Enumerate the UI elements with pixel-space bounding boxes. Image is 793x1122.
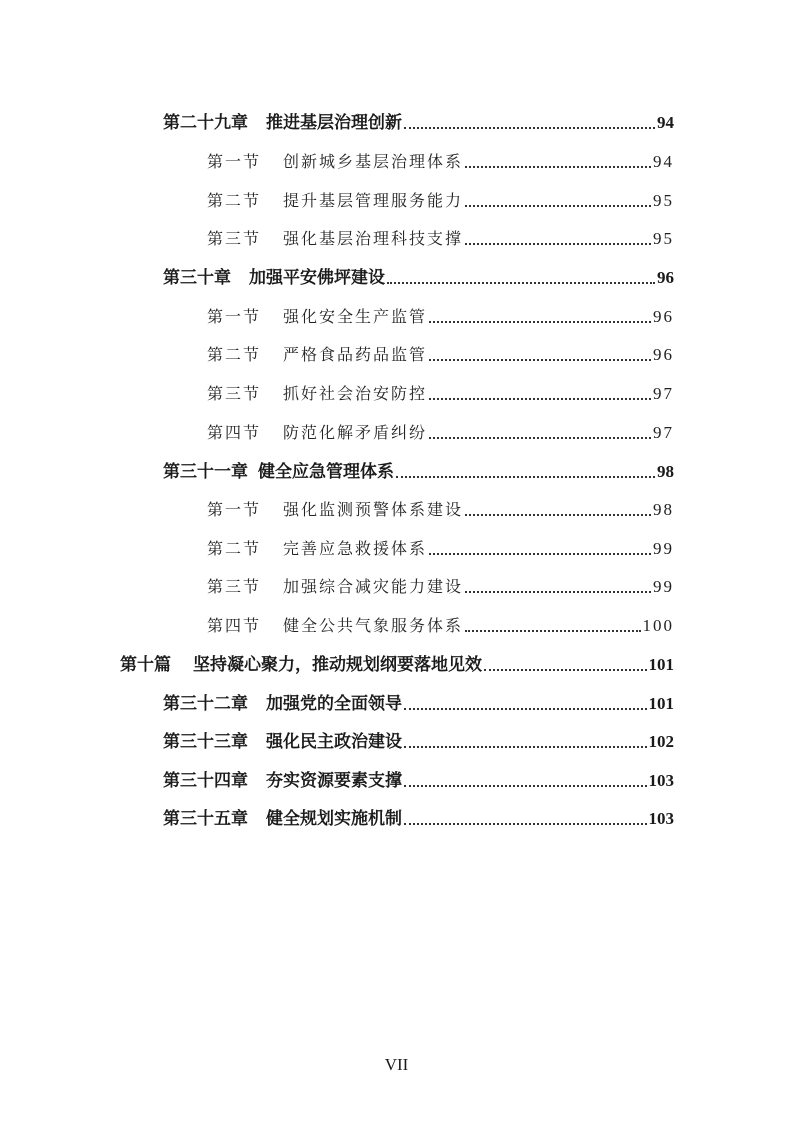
toc-entry-chapter-35[interactable] xyxy=(163,802,674,830)
entry-page-number: 102 xyxy=(648,732,674,751)
dot-leader xyxy=(465,242,651,245)
toc-entry-section[interactable] xyxy=(207,184,674,212)
entry-page-number: 94 xyxy=(653,152,674,171)
dot-leader xyxy=(465,590,651,593)
dot-leader xyxy=(404,126,655,129)
entry-page-number: 97 xyxy=(653,384,674,403)
dot-leader xyxy=(465,629,640,632)
entry-title: 创新城乡基层治理体系 xyxy=(283,152,464,171)
entry-number: 第三节 xyxy=(207,229,262,248)
toc-entry-section[interactable] xyxy=(207,493,674,521)
entry-number: 第十篇 xyxy=(120,655,171,675)
entry-page-number: 103 xyxy=(648,809,674,828)
entry-number: 第一节 xyxy=(207,500,262,519)
entry-page-number: 101 xyxy=(648,694,674,713)
dot-leader xyxy=(429,397,651,400)
toc-entry-section[interactable] xyxy=(207,222,674,250)
entry-number: 第三节 xyxy=(207,577,262,596)
entry-title: 健全规划实施机制 xyxy=(266,809,402,829)
dot-leader xyxy=(429,358,651,361)
toc-entry-part-10[interactable] xyxy=(120,648,674,676)
entry-number: 第三十二章 xyxy=(163,694,248,714)
entry-title: 推进基层治理创新 xyxy=(266,113,402,133)
entry-title: 强化基层治理科技支撑 xyxy=(283,229,464,248)
toc-entry-chapter-29[interactable] xyxy=(163,106,674,134)
entry-title: 加强综合减灾能力建设 xyxy=(283,577,464,596)
dot-leader xyxy=(484,668,647,671)
entry-title: 坚持凝心聚力，推动规划纲要落地见效 xyxy=(193,655,482,675)
entry-page-number: 100 xyxy=(642,616,674,635)
entry-page-number: 99 xyxy=(653,577,674,596)
entry-page-number: 95 xyxy=(653,191,674,210)
dot-leader xyxy=(429,320,651,323)
dot-leader xyxy=(429,436,651,439)
footer-page-number: VII xyxy=(384,1055,409,1074)
entry-title: 健全应急管理体系 xyxy=(258,462,394,482)
entry-title: 夯实资源要素支撑 xyxy=(266,771,402,791)
entry-page-number: 98 xyxy=(657,462,674,481)
toc-entry-section[interactable] xyxy=(207,300,674,328)
toc-entry-chapter-32[interactable] xyxy=(163,687,674,715)
entry-title: 严格食品药品监管 xyxy=(283,345,428,364)
dot-leader xyxy=(465,204,651,207)
entry-page-number: 98 xyxy=(653,500,674,519)
entry-page-number: 97 xyxy=(653,423,674,442)
entry-title: 抓好社会治安防控 xyxy=(283,384,428,403)
dot-leader xyxy=(396,475,655,478)
entry-title: 健全公共气象服务体系 xyxy=(283,616,464,635)
dot-leader xyxy=(465,513,651,516)
entry-page-number: 99 xyxy=(653,539,674,558)
entry-page-number: 101 xyxy=(648,655,674,674)
entry-number: 第一节 xyxy=(207,152,262,171)
toc-entry-section[interactable] xyxy=(207,609,674,637)
entry-title: 强化安全生产监管 xyxy=(283,307,428,326)
entry-title: 防范化解矛盾纠纷 xyxy=(283,423,428,442)
entry-number: 第四节 xyxy=(207,616,262,635)
toc-entry-section[interactable] xyxy=(207,416,674,444)
dot-leader xyxy=(404,745,647,748)
entry-number: 第三十章 xyxy=(163,268,231,288)
toc-entry-chapter-33[interactable] xyxy=(163,725,674,753)
dot-leader xyxy=(404,784,647,787)
entry-page-number: 96 xyxy=(653,345,674,364)
entry-page-number: 96 xyxy=(657,268,674,287)
entry-number: 第三节 xyxy=(207,384,262,403)
entry-title: 加强平安佛坪建设 xyxy=(249,268,385,288)
entry-number: 第三十一章 xyxy=(163,462,248,482)
dot-leader xyxy=(429,552,651,555)
entry-number: 第二节 xyxy=(207,345,262,364)
dot-leader xyxy=(404,822,647,825)
entry-number: 第四节 xyxy=(207,423,262,442)
entry-page-number: 103 xyxy=(648,771,674,790)
entry-page-number: 94 xyxy=(657,113,674,132)
toc-entry-section[interactable] xyxy=(207,570,674,598)
entry-number: 第三十三章 xyxy=(163,732,248,752)
entry-title: 强化民主政治建设 xyxy=(266,732,402,752)
entry-number: 第二节 xyxy=(207,539,262,558)
entry-number: 第三十五章 xyxy=(163,809,248,829)
entry-title: 完善应急救援体系 xyxy=(283,539,428,558)
entry-number: 第二节 xyxy=(207,191,262,210)
toc-entry-section[interactable] xyxy=(207,532,674,560)
dot-leader xyxy=(404,707,647,710)
entry-title: 提升基层管理服务能力 xyxy=(283,191,464,210)
entry-number: 第一节 xyxy=(207,307,262,326)
toc-entry-chapter-34[interactable] xyxy=(163,764,674,792)
entry-number: 第二十九章 xyxy=(163,113,248,133)
dot-leader xyxy=(465,165,651,168)
toc-entry-section[interactable] xyxy=(207,377,674,405)
entry-page-number: 95 xyxy=(653,229,674,248)
entry-title: 加强党的全面领导 xyxy=(266,694,402,714)
entry-number: 第三十四章 xyxy=(163,771,248,791)
toc-entry-chapter-30[interactable] xyxy=(163,261,674,289)
entry-title: 强化监测预警体系建设 xyxy=(283,500,464,519)
toc-entry-section[interactable] xyxy=(207,145,674,173)
toc-entry-section[interactable] xyxy=(207,338,674,366)
dot-leader xyxy=(387,281,655,284)
toc-entry-chapter-31[interactable] xyxy=(163,455,674,483)
entry-page-number: 96 xyxy=(653,307,674,326)
